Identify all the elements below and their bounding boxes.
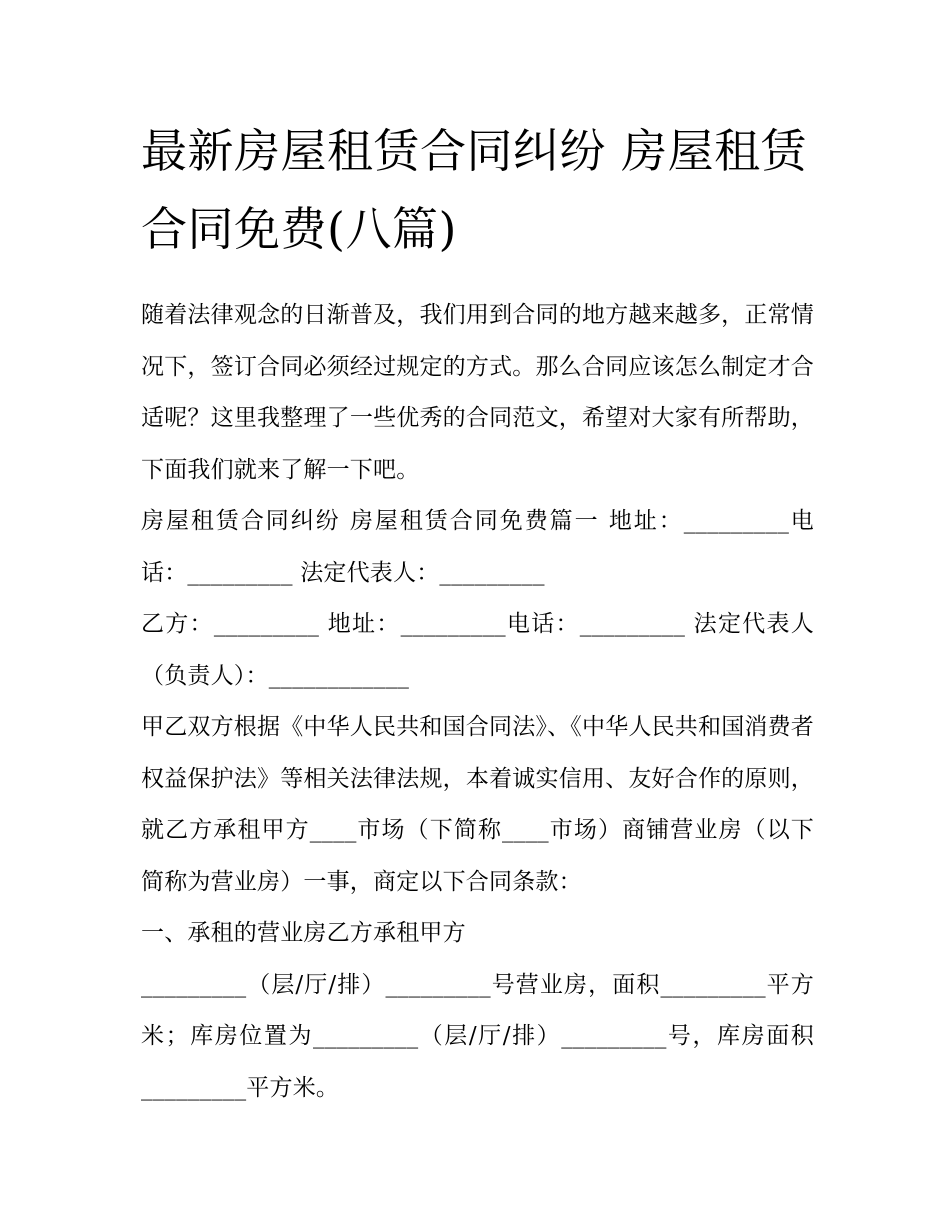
paragraph-section-one-heading: 一、承租的营业房乙方承租甲方 (141, 920, 466, 946)
paragraph-party-a: 房屋租赁合同纠纷 房屋租赁合同免费篇一 地址：_________电话：_________ 法定代表人：_________ (141, 508, 814, 586)
paragraph-party-b: 乙方：_________ 地址：_________电话：_________ 法定代表人（负责人）：____________ (141, 611, 814, 689)
paragraph-intro: 随着法律观念的日渐普及，我们用到合同的地方越来越多，正常情况下，签订合同必须经过规定的方式。那么合同应该怎么制定才合适呢？这里我整理了一些优秀的合同范文，希望对大家有所帮助，下面我们就来了解一下吧。 (141, 302, 814, 483)
paragraph-preamble: 甲乙双方根据《中华人民共和国合同法》、《中华人民共和国消费者权益保护法》等相关法律法规，本着诚实信用、友好合作的原则，就乙方承租甲方____市场（下简称____市场）商铺营业房（以下简称为营业房）一事，商定以下合同条款： (141, 714, 814, 895)
document-title: 最新房屋租赁合同纠纷 房屋租赁合同免费(八篇) (141, 124, 808, 256)
paragraph-section-one-body: _________（层/厅/排）_________号营业房，面积_________平方米；库房位置为_________（层/厅/排）_________号，库房面积_________平方米。 (141, 971, 814, 1101)
